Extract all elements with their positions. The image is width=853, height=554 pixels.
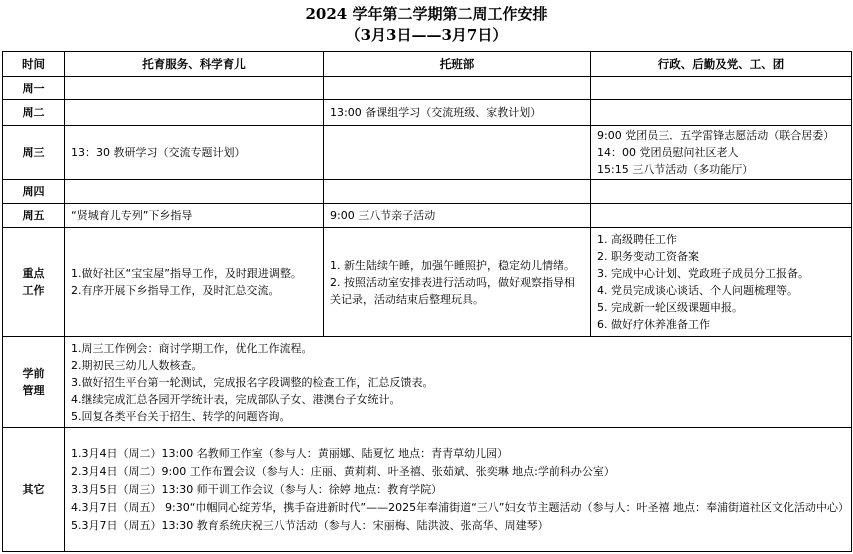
cell-childcare	[65, 204, 324, 228]
cell-admin	[591, 180, 852, 204]
schedule-entry: “贤城育儿专列”下乡指导	[71, 209, 193, 222]
cell-nursery	[324, 180, 591, 204]
preschool-label-line: 管理	[22, 384, 45, 397]
other-item: 5.3月7日（周五）13:30 教育系统庆祝三八节活动（参与人：宋丽梅、陆洪波、张高华、周建琴）	[71, 518, 549, 532]
other-item: 4.3月7日（周五） 9:30“巾帼同心绽芳华，携手奋进新时代”——2025年奉浦街道“三八”妇女节主题活动（参与人：叶圣禧 地点：奉浦街道社区文化活动中心）	[71, 500, 849, 514]
day-row-mon	[3, 77, 852, 100]
schedule-entry: 13：30 教研学习（交流专题计划）	[71, 146, 246, 159]
cell-childcare	[65, 180, 324, 204]
day-row-wed	[3, 126, 852, 180]
schedule-entry: 9:00 党团员三．五学雷锋志愿活动（联合居委）	[597, 129, 835, 142]
cell-admin	[591, 126, 852, 180]
other-item: 2.3月4日（周二）9:00 工作布置会议（参与人：庄丽、黄莉莉、叶圣禧、张茹斌、张奕琳 地点:学前科办公室）	[71, 464, 615, 478]
focus-item: 2. 职务变动工资备案	[597, 250, 699, 263]
focus-childcare	[65, 228, 324, 337]
schedule-entry: 13:00 备课组学习（交流班级、家教计划）	[330, 106, 542, 119]
page-subtitle: （3月3日——3月7日）	[345, 26, 508, 44]
preschool-item: 4.继续完成汇总各园开学统计表，完成部队子女、港澳台子女统计。	[71, 392, 401, 406]
cell-admin	[591, 204, 852, 228]
cell-childcare	[65, 126, 324, 180]
preschool-label	[3, 337, 65, 428]
preschool-label-line: 学前	[22, 367, 45, 380]
cell-nursery	[324, 100, 591, 126]
day-label: 周三	[3, 126, 65, 180]
cell-admin	[591, 77, 852, 100]
focus-item: 2. 按照活动室安排表进行活动吗，做好观察指导相关记录，活动结束后整理玩具。	[330, 275, 575, 306]
preschool-item: 2.期初民三幼儿人数核查。	[71, 358, 203, 372]
page-title: 2024 学年第二学期第二周工作安排	[305, 5, 548, 23]
preschool-item: 5.回复各类平台关于招生、转学的问题咨询。	[71, 409, 291, 423]
focus-nursery	[324, 228, 591, 337]
focus-item: 5. 完成新一轮区级课题申报。	[597, 301, 743, 314]
day-row-fri	[3, 204, 852, 228]
preschool-item: 3.做好招生平台第一轮测试，完成报名字段调整的检查工作，汇总反馈表。	[71, 375, 434, 389]
schedule-entry: 15:15 三八节活动（多功能厅）	[597, 163, 754, 176]
header-childcare: 托育服务、科学育儿	[65, 52, 324, 77]
day-label: 周五	[3, 204, 65, 228]
focus-item: 6. 做好疗休养准备工作	[597, 318, 710, 331]
day-row-tue	[3, 100, 852, 126]
focus-item: 1. 新生陆续午睡，加强午睡照护，稳定幼儿情绪。	[330, 258, 575, 272]
preschool-item: 1.周三工作例会：商讨学期工作，优化工作流程。	[71, 341, 313, 355]
focus-label	[3, 228, 65, 337]
cell-nursery	[324, 126, 591, 180]
other-label: 其它	[3, 428, 65, 552]
focus-item: 4. 党员完成谈心谈话、个人问题梳理等。	[597, 284, 798, 297]
cell-childcare	[65, 100, 324, 126]
preschool-content	[65, 337, 852, 428]
schedule-entry: 14：00 党团员慰问社区老人	[597, 146, 739, 159]
focus-item: 1.做好社区“宝宝屋”指导工作，及时跟进调整。	[71, 267, 302, 280]
focus-row	[3, 228, 852, 337]
header-nursery: 托班部	[324, 52, 591, 77]
focus-admin	[591, 228, 852, 337]
schedule-table	[2, 51, 852, 552]
schedule-entry: 9:00 三八节亲子活动	[330, 209, 436, 222]
focus-item: 1. 高级聘任工作	[597, 233, 677, 246]
cell-nursery	[324, 77, 591, 100]
day-row-thu	[3, 180, 852, 204]
header-time: 时间	[3, 52, 65, 77]
cell-admin	[591, 100, 852, 126]
other-row	[3, 428, 852, 552]
cell-nursery	[324, 204, 591, 228]
other-item: 3.3月5日（周三）13:30 师干训工作会议（参与人：徐婷 地点：教育学院）	[71, 482, 443, 496]
other-content	[65, 428, 852, 552]
focus-label-line: 工作	[22, 284, 45, 297]
focus-label-line: 重点	[22, 267, 45, 280]
focus-item: 3. 完成中心计划、党政班子成员分工报备。	[597, 267, 809, 280]
other-item: 1.3月4日（周二）13:00 名教师工作室（参与人：黄丽娜、陆夏忆 地点：青青草幼儿园）	[71, 446, 509, 460]
header-row	[3, 52, 852, 77]
day-label: 周一	[3, 77, 65, 100]
cell-childcare	[65, 77, 324, 100]
day-label: 周二	[3, 100, 65, 126]
header-admin: 行政、后勤及党、工、团	[591, 52, 852, 77]
day-label: 周四	[3, 180, 65, 204]
preschool-row	[3, 337, 852, 428]
focus-item: 2.有序开展下乡指导工作，及时汇总交流。	[71, 284, 280, 297]
